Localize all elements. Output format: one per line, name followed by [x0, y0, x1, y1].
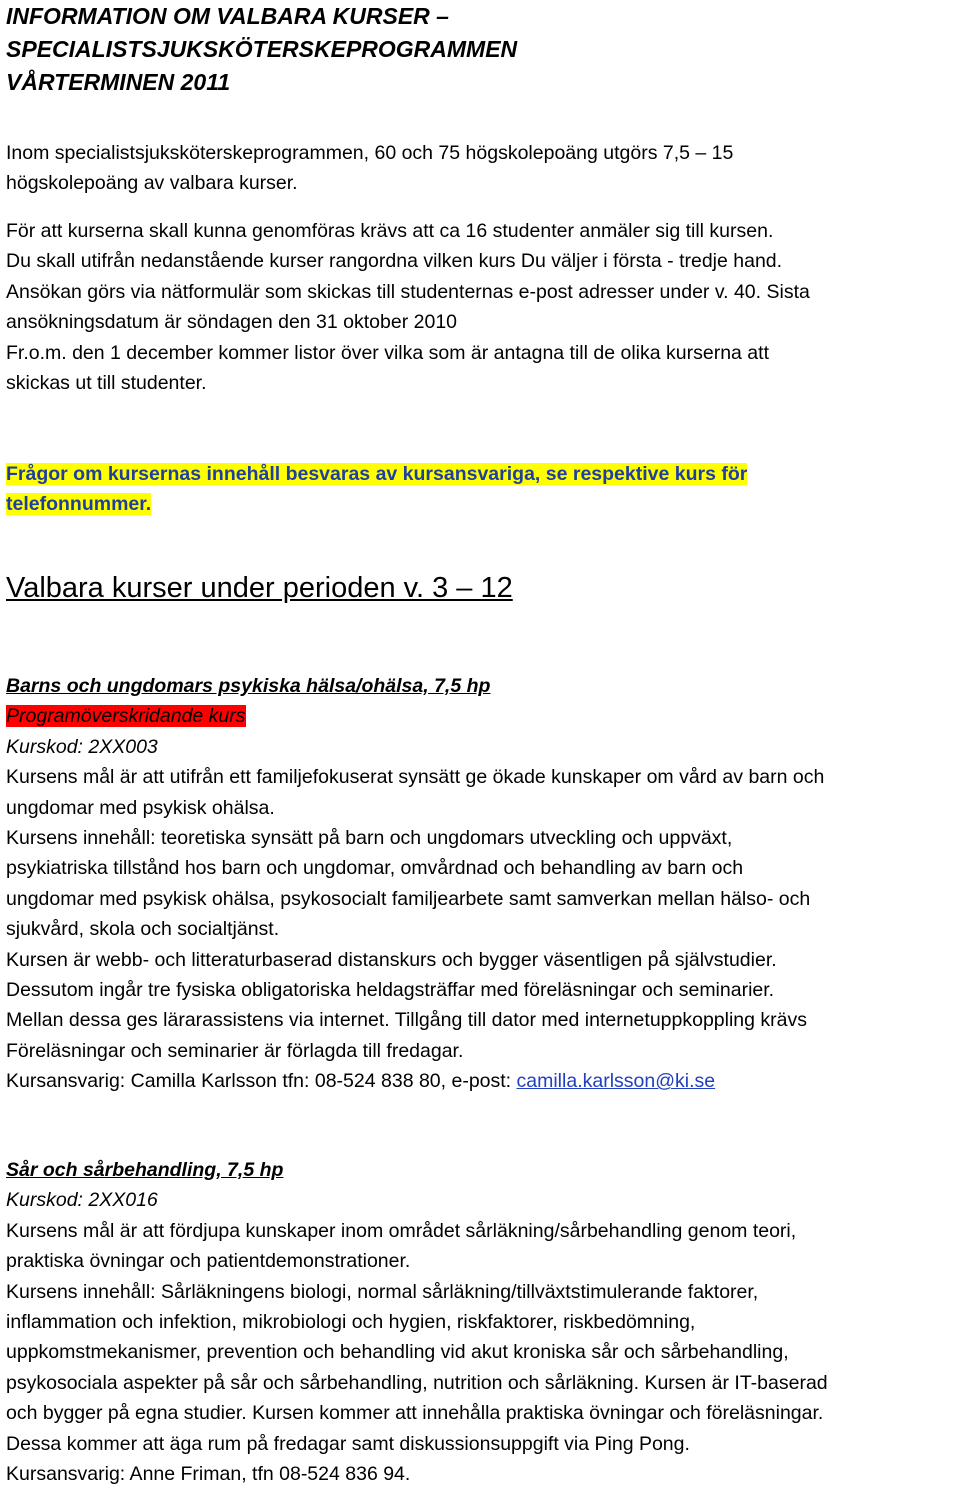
course-line: Kursansvarig: Anne Friman, tfn 08-524 836 94. — [6, 1463, 411, 1486]
info-line: ansökningsdatum är söndagen den 31 oktober 2010 — [6, 311, 458, 334]
course-line: ungdomar med psykisk ohälsa. — [6, 796, 275, 819]
course-title: Barns och ungdomars psykiska hälsa/ohälsa, 7,5 hp — [6, 675, 491, 697]
highlighted-text: telefonnummer. — [6, 493, 152, 516]
questions-notice — [6, 459, 960, 520]
course-line: Kursens innehåll: Sårläkningens biologi, normal sårläkning/tillväxtstimulerande faktorer, — [6, 1280, 759, 1303]
course-line: inflammation och infektion, mikrobiologi och hygien, riskfaktorer, riskbedömning, — [6, 1311, 696, 1334]
course-line: Föreläsningar och seminarier är förlagda till fredagar. — [6, 1039, 464, 1062]
course-line: psykosociala aspekter på sår och sårbehandling, nutrition och sårläkning. Kursen är IT-baserad — [6, 1371, 828, 1394]
course-contact — [6, 1066, 960, 1096]
title-line: SPECIALISTSJUKSKÖTERSKEPROGRAMMEN — [6, 36, 518, 62]
course-tag: Programöverskridande kurs — [6, 705, 246, 728]
course-line: Kursens mål är att utifrån ett familjefokuserat synsätt ge ökade kunskaper om vård av barn och — [6, 766, 825, 789]
info-line: För att kurserna skall kunna genomföras krävs att ca 16 studenter anmäler sig till kursen. — [6, 220, 774, 242]
title-line: VÅRTERMINEN 2011 — [6, 69, 231, 95]
course-1 — [6, 671, 960, 1097]
intro-line: högskolepoäng av valbara kurser. — [6, 172, 298, 195]
course-code: Kurskod: 2XX003 — [6, 735, 158, 758]
intro-line: Inom specialistsjuksköterskeprogrammen, 60 och 75 högskolepoäng utgörs 7,5 – 15 — [6, 142, 734, 164]
course-line: Dessutom ingår tre fysiska obligatoriska heldagsträffar med föreläsningar och seminarier. — [6, 979, 775, 1002]
course-2 — [6, 1155, 960, 1489]
course-line: Kursens innehåll: teoretiska synsätt på barn och ungdomars utveckling och uppväxt, — [6, 827, 733, 850]
course-line: ungdomar med psykisk ohälsa, psykosocialt familjearbete samt samverkan mellan hälso- och — [6, 887, 811, 910]
course-line: Kursen är webb- och litteraturbaserad distanskurs och bygger väsentligen på självstudier. — [6, 948, 777, 971]
email-link[interactable]: camilla.karlsson@ki.se — [516, 1070, 716, 1093]
course-line: och bygger på egna studier. Kursen kommer att innehålla praktiska övningar och föreläsningar. — [6, 1402, 824, 1425]
info-line: Du skall utifrån nedanstående kurser rangordna vilken kurs Du väljer i första - tredje hand. — [6, 250, 783, 273]
course-line: Mellan dessa ges lärarassistens via internet. Tillgång till dator med internetuppkoppling krävs — [6, 1009, 808, 1032]
info-line: Fr.o.m. den 1 december kommer listor över vilka som är antagna till de olika kurserna att — [6, 341, 769, 364]
course-line: Dessa kommer att äga rum på fredagar samt diskussionsuppgift via Ping Pong. — [6, 1432, 690, 1455]
document-title — [6, 0, 517, 99]
course-title: Sår och sårbehandling, 7,5 hp — [6, 1159, 284, 1181]
highlighted-text: Frågor om kursernas innehåll besvaras av kursansvariga, se respektive kurs för — [6, 463, 748, 485]
course-line: praktiska övningar och patientdemonstrationer. — [6, 1250, 411, 1273]
intro-paragraph — [6, 138, 960, 199]
course-line: psykiatriska tillstånd hos barn och ungdomar, omvårdnad och behandling av barn och — [6, 857, 744, 880]
course-line: sjukvård, skola och socialtjänst. — [6, 918, 280, 941]
section-heading: Valbara kurser under perioden v. 3 – 12 — [6, 572, 513, 604]
info-line: Ansökan görs via nätformulär som skickas till studenternas e-post adresser under v. 40. Sista — [6, 280, 810, 303]
info-line: skickas ut till studenter. — [6, 372, 207, 395]
course-line: uppkomstmekanismer, prevention och behandling vid akut kroniska sår och sårbehandling, — [6, 1341, 789, 1364]
title-line: INFORMATION OM VALBARA KURSER – — [6, 3, 449, 29]
course-code: Kurskod: 2XX016 — [6, 1189, 158, 1212]
course-line: Kursens mål är att fördjupa kunskaper inom området sårläkning/sårbehandling genom teori, — [6, 1219, 797, 1242]
info-paragraph — [6, 216, 960, 398]
contact-text: Kursansvarig: Camilla Karlsson tfn: 08-524 838 80, e-post: — [6, 1070, 517, 1093]
